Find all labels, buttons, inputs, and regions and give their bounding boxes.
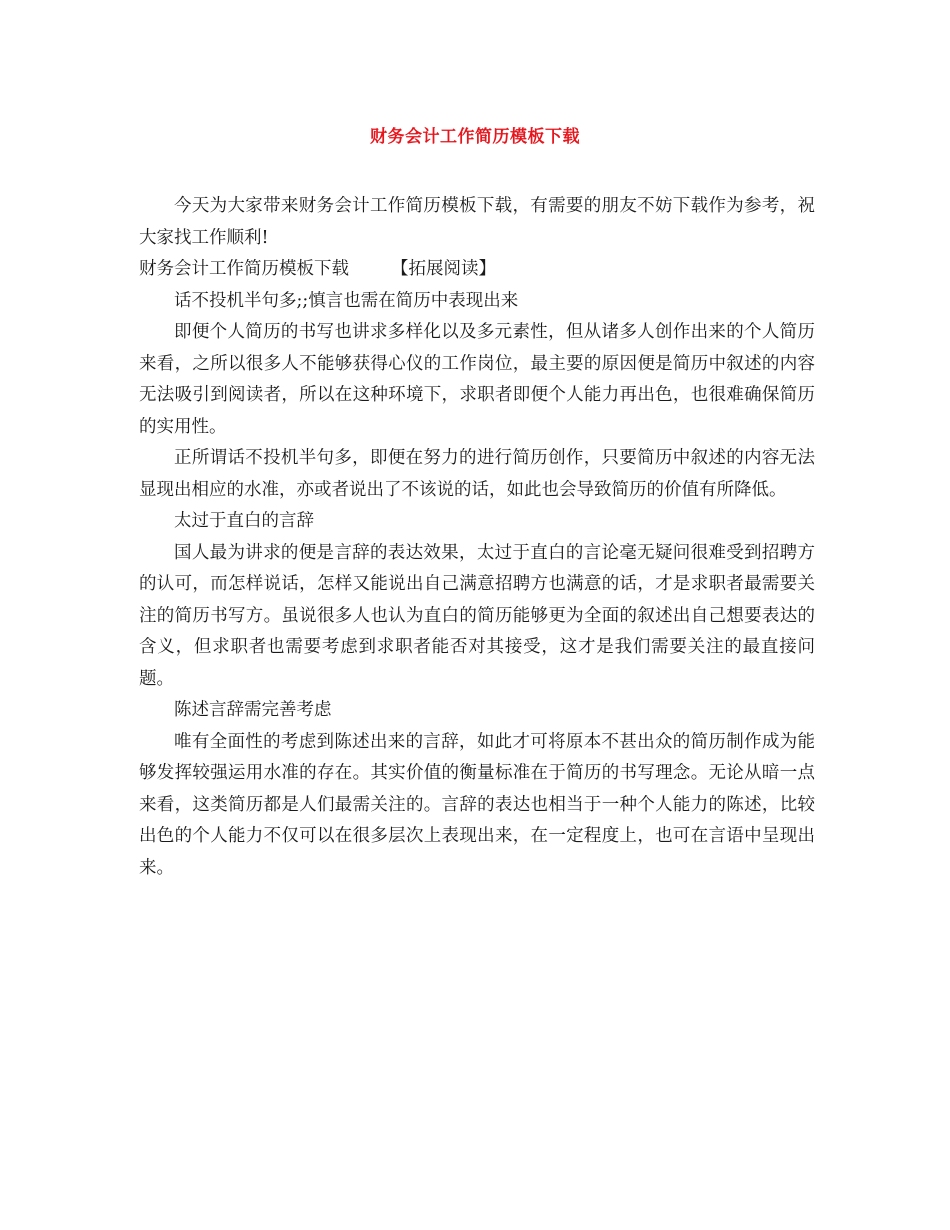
- resume-download-text: 财务会计工作简历模板下载: [139, 259, 349, 279]
- section-paragraph: 正所谓话不投机半句多，即便在努力的进行简历创作，只要简历中叙述的内容无法显现出相应的水准，亦或者说出了不该说的话，如此也会导致简历的价值有所降低。: [139, 448, 815, 500]
- section-heading: 陈述言辞需完善考虑: [174, 700, 332, 720]
- extended-reading-label: 【拓展阅读】: [391, 259, 496, 279]
- section-heading: 话不投机半句多;;慎言也需在简历中表现出来: [174, 290, 519, 311]
- intro-paragraph: 今天为大家带来财务会计工作简历模板下载，有需要的朋友不妨下载作为参考，祝大家找工作顺利!: [139, 196, 815, 248]
- section-paragraph: 即便个人简历的书写也讲求多样化以及多元素性，但从诸多人创作出来的个人简历来看，之所以很多人不能够获得心仪的工作岗位，最主要的原因便是简历中叙述的内容无法吸引到阅读者，所以在这种环境下，求职者即便个人能力再出色，也很难确保简历的实用性。: [139, 322, 815, 437]
- document-body: [139, 191, 815, 884]
- section-heading: 太过于直白的言辞: [174, 511, 314, 531]
- document-title: 财务会计工作简历模板下载: [370, 127, 580, 147]
- section-paragraph: 国人最为讲求的便是言辞的表达效果，太过于直白的言论毫无疑问很难受到招聘方的认可，而怎样说话，怎样又能说出自己满意招聘方也满意的话，才是求职者最需要关注的简历书写方。虽说很多人也认为直白的简历能够更为全面的叙述出自己想要表达的含义，但求职者也需要考虑到求职者能否对其接受，这才是我们需要关注的最直接问题。: [139, 542, 815, 689]
- extended-reading-line: [139, 254, 815, 286]
- section-paragraph: 唯有全面性的考虑到陈述出来的言辞，如此才可将原本不甚出众的简历制作成为能够发挥较强运用水准的存在。其实价值的衡量标准在于简历的书写理念。无论从暗一点来看，这类简历都是人们最需关注的。言辞的表达也相当于一种个人能力的陈述，比较出色的个人能力不仅可以在很多层次上表现出来，在一定程度上，也可在言语中呈现出来。: [139, 731, 815, 878]
